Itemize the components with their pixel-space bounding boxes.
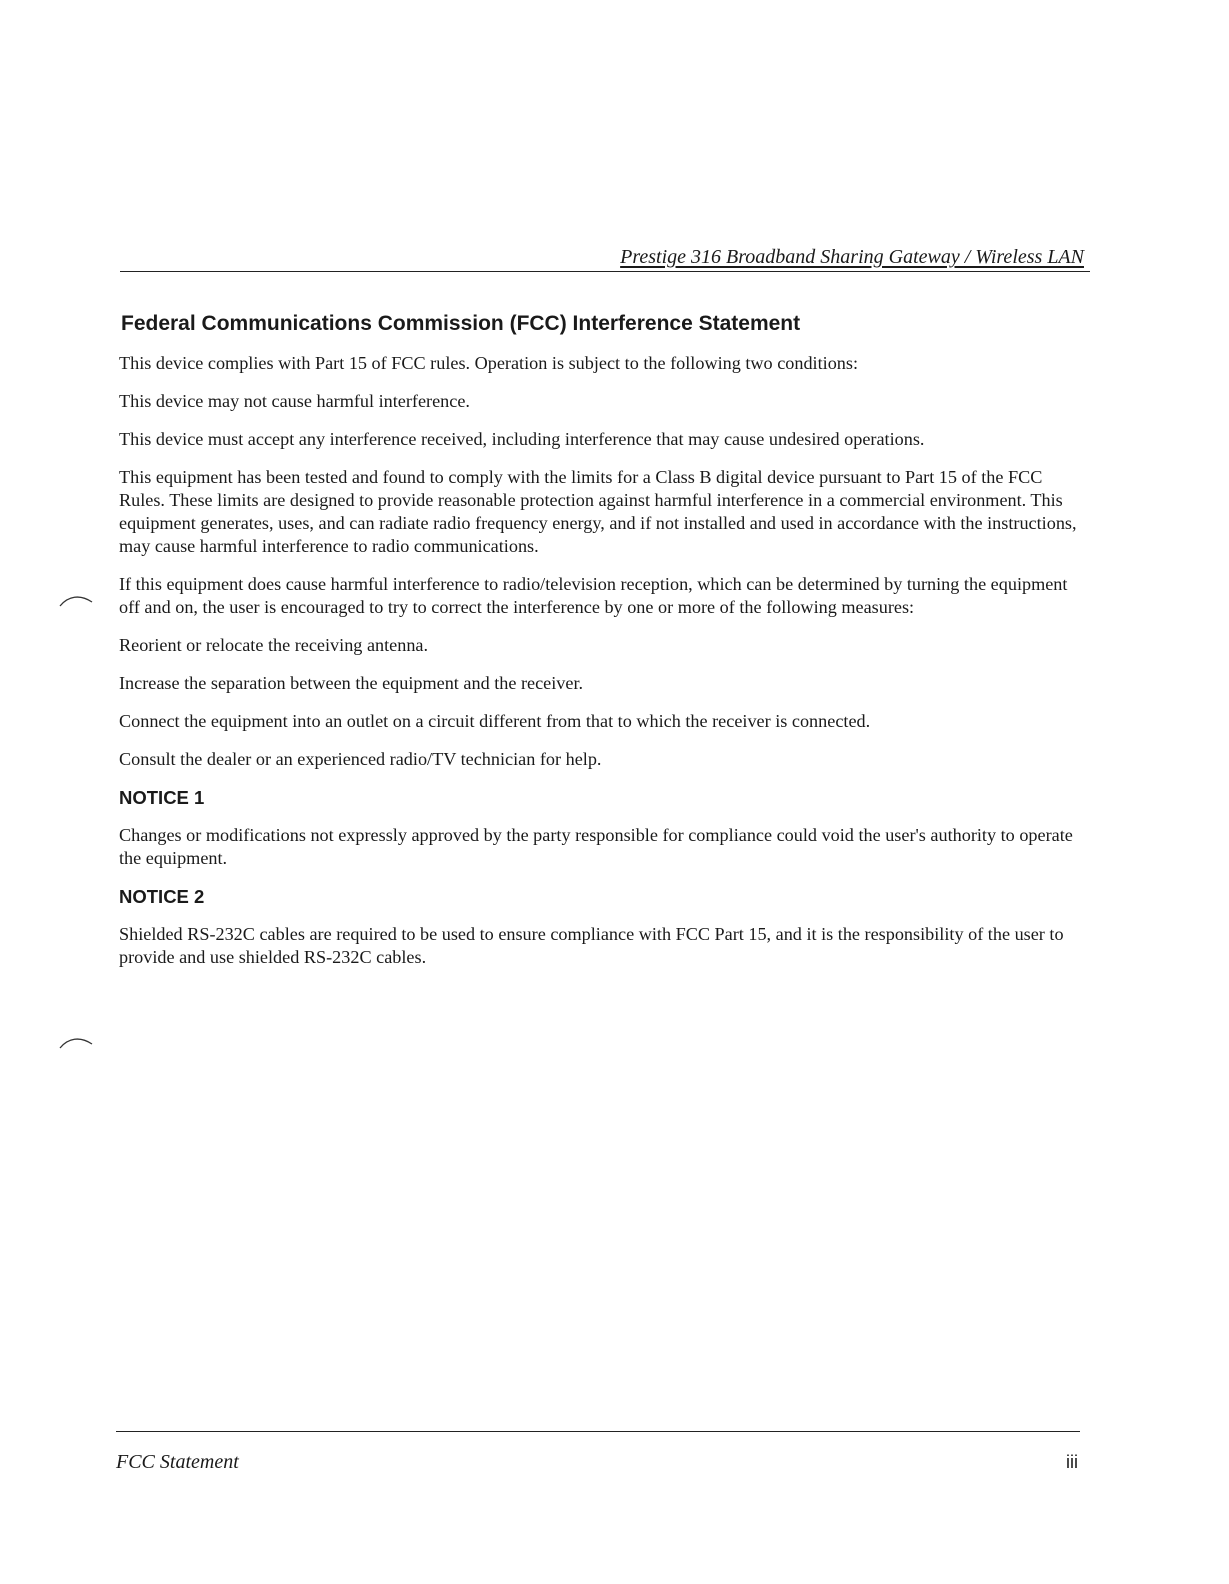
paragraph-condition-2: This device must accept any interference received, including interference that may cause undesired operations. (119, 429, 925, 449)
paragraph-compliance: This device complies with Part 15 of FCC rules. Operation is subject to the following two conditions: (119, 353, 859, 373)
paragraph-class-b: This equipment has been tested and found to comply with the limits for a Class B digital device pursuant to Part 15 of the FCC Rules. These limits are designed to provide reasonable protection against harmful interference in a commercial environment. This equipment generates, uses, and can radiate radio frequency energy, and if not installed and used in accordance with the instructions, may cause harmful interference to radio communications. (119, 467, 1077, 556)
paragraph-measure-4: Consult the dealer or an experienced radio/TV technician for help. (119, 749, 602, 769)
notice-2-text: Shielded RS-232C cables are required to be used to ensure compliance with FCC Part 15, and it is the responsibility of the user to provide and use shielded RS-232C cables. (119, 924, 1064, 967)
page-number: iii (1066, 1452, 1078, 1472)
paragraph-measure-3: Connect the equipment into an outlet on a circuit different from that to which the receiver is connected. (119, 711, 871, 731)
binder-hole-mark-top (58, 594, 94, 608)
binder-hole-mark-bottom (58, 1036, 94, 1050)
paragraph-measure-2: Increase the separation between the equipment and the receiver. (119, 673, 584, 693)
paragraph-condition-1: This device may not cause harmful interference. (119, 391, 470, 411)
notice-1-heading: NOTICE 1 (119, 787, 205, 808)
footer-rule (116, 1431, 1080, 1432)
document-body (119, 310, 1087, 984)
footer-section-name: FCC Statement (116, 1451, 239, 1473)
notice-1-text: Changes or modifications not expressly approved by the party responsible for compliance could void the user's authority to operate the equipment. (119, 825, 1073, 868)
paragraph-interference: If this equipment does cause harmful interference to radio/television reception, which can be determined by turning the equipment off and on, the user is encouraged to try to correct the interference by one or more of the following measures: (119, 574, 1068, 617)
running-header: Prestige 316 Broadband Sharing Gateway / Wireless LAN (620, 246, 1084, 268)
paragraph-measure-1: Reorient or relocate the receiving antenna. (119, 635, 429, 655)
section-heading: Federal Communications Commission (FCC) Interference Statement (121, 312, 801, 335)
notice-2-heading: NOTICE 2 (119, 886, 205, 907)
header-rule (120, 271, 1090, 272)
